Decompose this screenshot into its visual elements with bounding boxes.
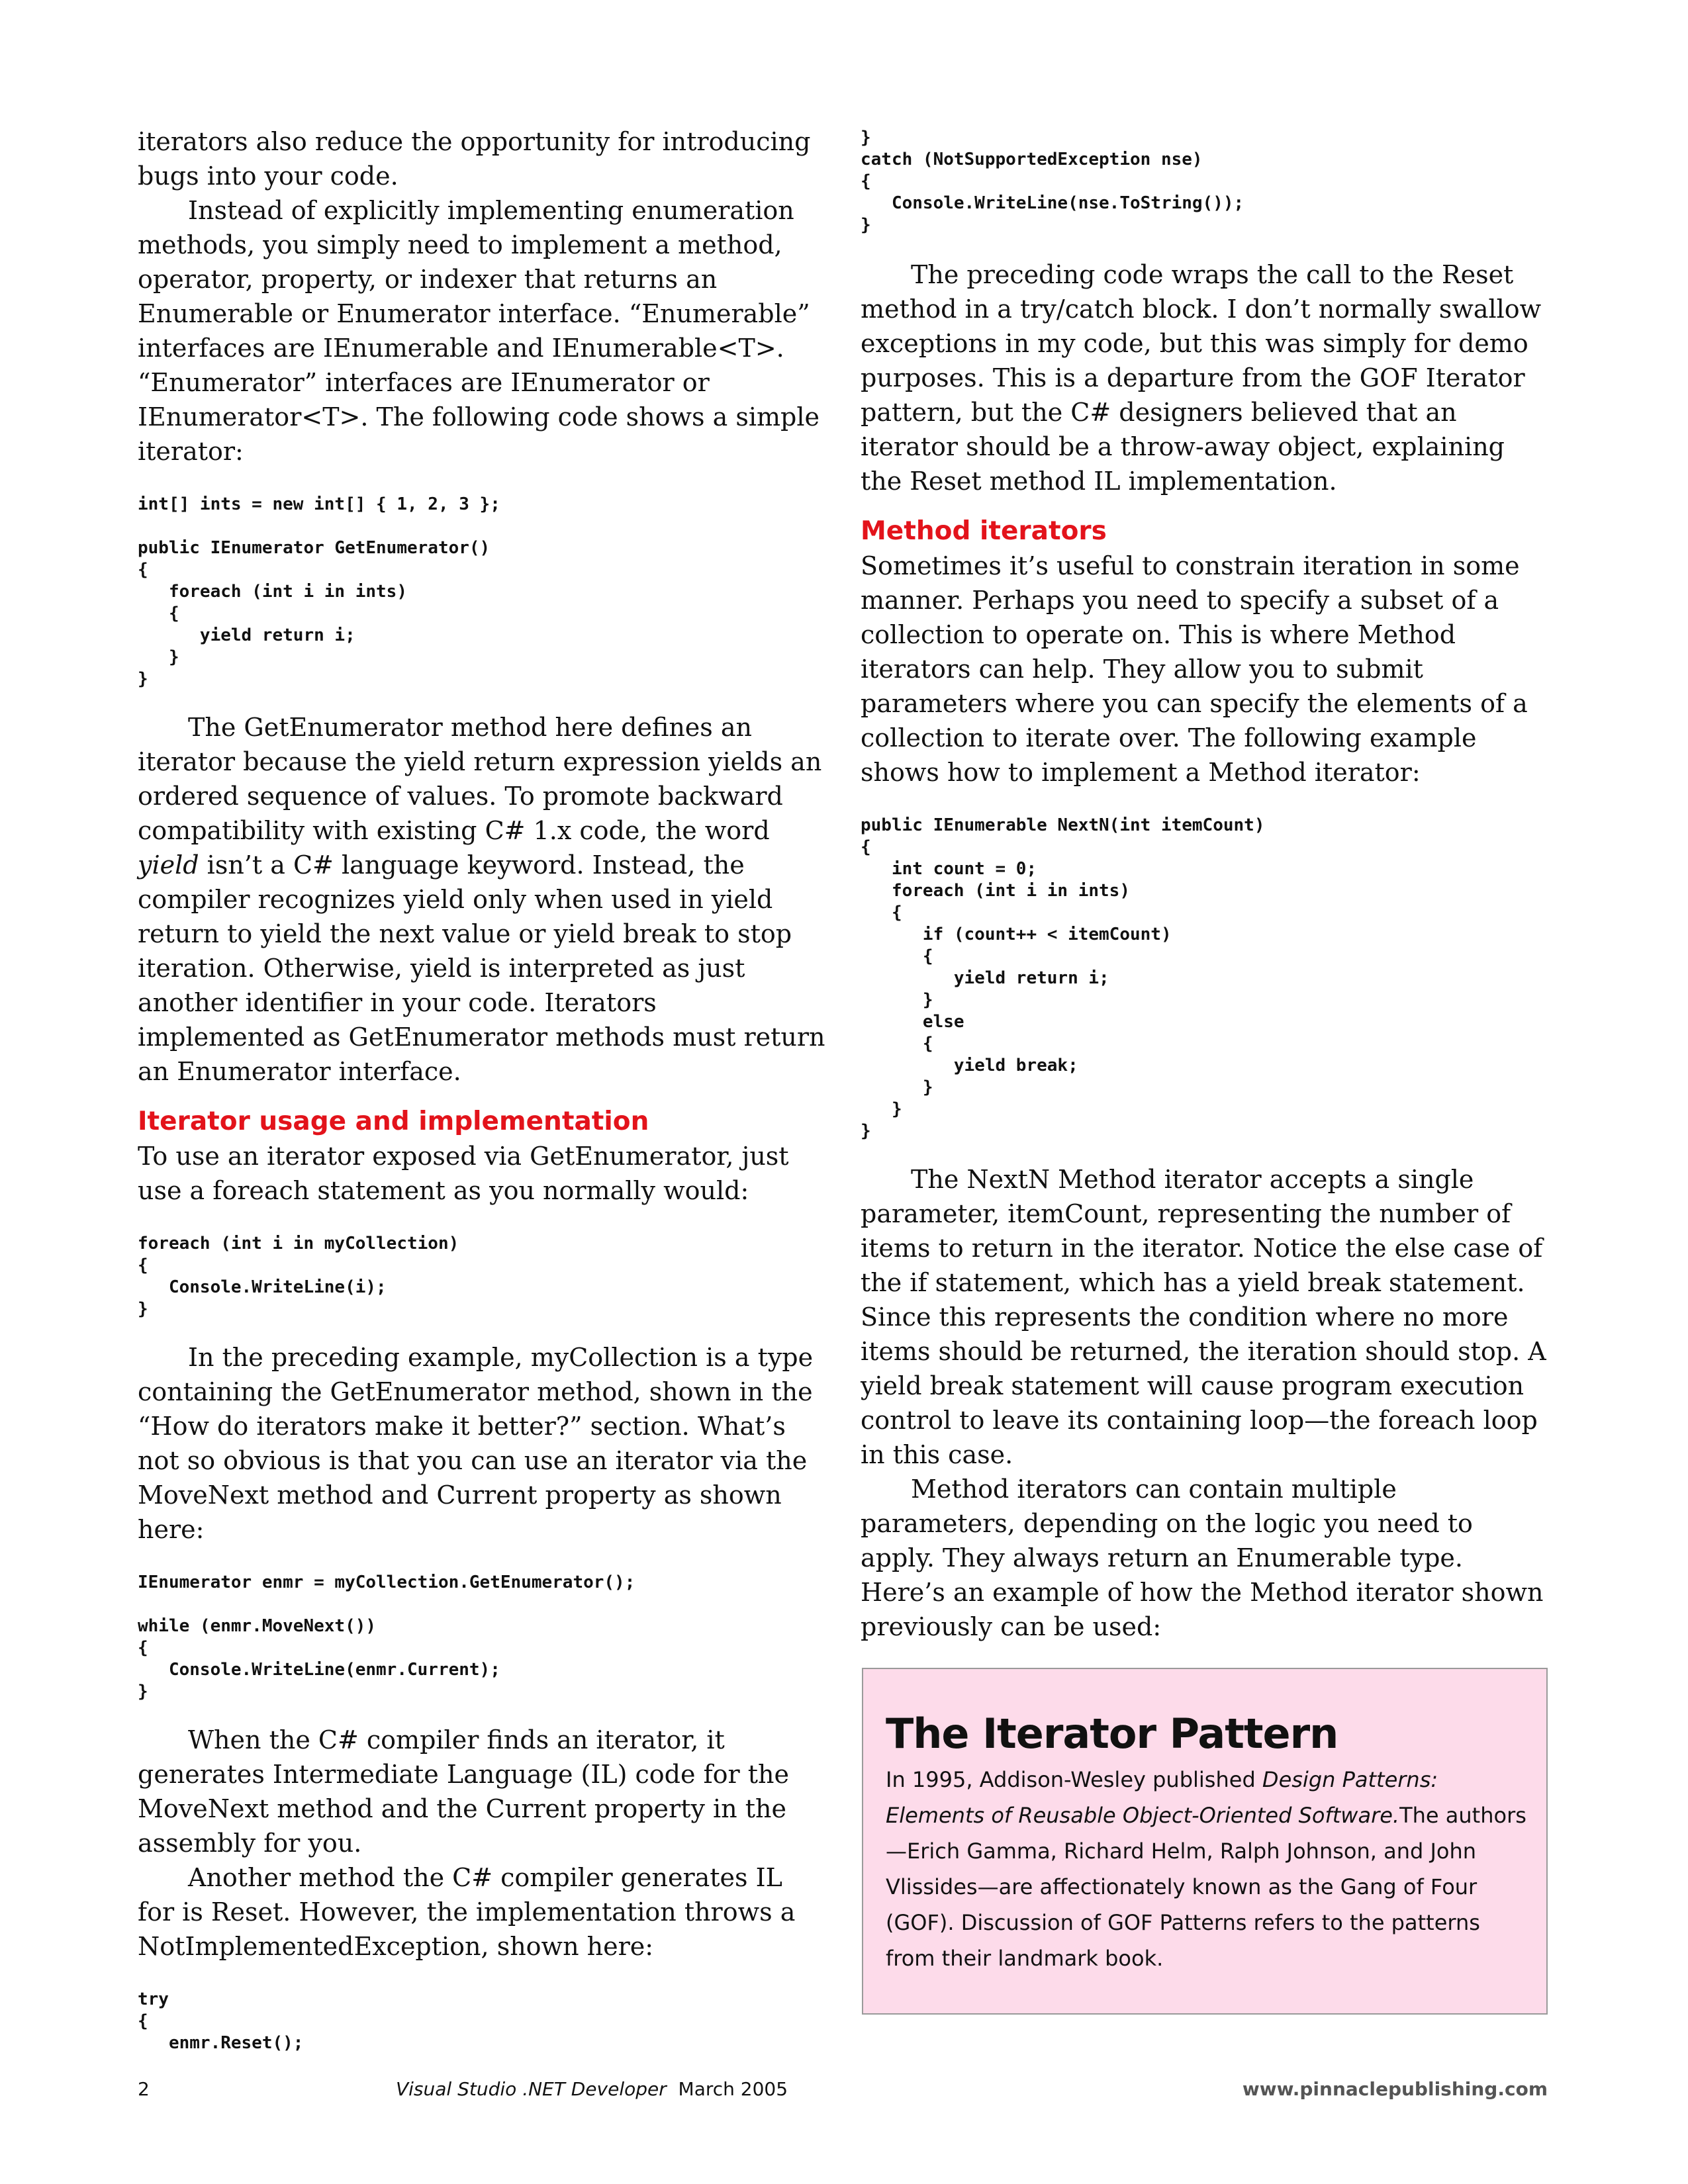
book-title: Design Patterns: Elements of Reusable Object-Oriented Software. (886, 1767, 1438, 1828)
paragraph: When the C# compiler finds an iterator, it generates Intermediate Language (IL) code for the MoveNext method and the Current property in the assembly for you. (138, 1725, 789, 1858)
code-block: IEnumerator enmr = myCollection.GetEnumerator(); while (enmr.MoveNext()) { Console.WriteLine(enmr.Current); } (138, 1572, 635, 1702)
paragraph: To use an iterator exposed via GetEnumerator, just use a foreach statement as you normally would: (138, 1142, 789, 1205)
paragraph: The preceding code wraps the call to the Reset method in a try/catch block. I don’t normally swallow exceptions in my code, but this was simply for demo purposes. This is a departure from the GOF Iterator pattern, but the C# designers believed that an iterator should be a throw-away object, explaining the Reset method IL implementation. (861, 260, 1542, 496)
issue-date: March 2005 (678, 2078, 788, 2100)
page-number: 2 (138, 2078, 150, 2100)
left-column (138, 124, 826, 2054)
text-run: The authors—Erich Gamma, Richard Helm, Ralph Johnson, and John Vlissides—are affectionately known as the Gang of Four (GOF). Discussion of GOF Patterns refers to the patterns from their landmark book. (886, 1803, 1526, 1971)
sidebar-title: The Iterator Pattern (886, 1709, 1338, 1758)
code-block: int[] ints = new int[] { 1, 2, 3 }; public IEnumerator GetEnumerator() { foreach (int i in ints) { yield return i; } } (138, 494, 500, 689)
paragraph (138, 710, 826, 1089)
publication-title: Visual Studio .NET Developer (396, 2078, 667, 2100)
paragraph: iterators also reduce the opportunity for introducing bugs into your code. (138, 127, 811, 191)
paragraph: Method iterators can contain multiple parameters, depending on the logic you need to apply. They always return an Enumerable type. Here’s an example of how the Method iterator shown previously can be used: (861, 1475, 1544, 1641)
text-run: isn’t a C# language keyword. Instead, the compiler recognizes yield only when used in yield return to yield the next value or yield break to stop iteration. Otherwise, yield is interpreted as just another identifier in your code. Iterators implemented as GetEnumerator methods must return an Enumerator interface. (138, 850, 825, 1086)
paragraph: Sometimes it’s useful to constrain iteration in some manner. Perhaps you need to specify a subset of a collection to operate on. This is where Method iterators can help. They allow you to submit parameters where you can specify the elements of a collection to iterate over. The following example shows how to implement a Method iterator: (861, 551, 1528, 787)
section-heading: Iterator usage and implementation (138, 1107, 649, 1136)
publication-info (396, 2078, 788, 2100)
sidebar-text (886, 1762, 1526, 1976)
paragraph: The NextN Method iterator accepts a single parameter, itemCount, representing the number of items to return in the iterator. Notice the else case of the if statement, which has a yield break statement. Since this represents the condition where no more items should be returned, the iteration should stop. A yield break statement will cause program execution control to leave its containing loop—the foreach loop in this case. (861, 1165, 1546, 1469)
code-block: } catch (NotSupportedException nse) { Console.WriteLine(nse.ToString()); } (861, 128, 1244, 235)
code-block: public IEnumerable NextN(int itemCount) { int count = 0; foreach (int i in ints) { if (count++ < itemCount) { yield return i; } else { yield break; } } } (861, 815, 1265, 1141)
paragraph: In the preceding example, myCollection is a type containing the GetEnumerator method, shown in the “How do iterators make it better?” section. What’s not so obvious is that you can use an iterator via the MoveNext method and Current property as shown here: (138, 1343, 814, 1544)
text-run: The GetEnumerator method here defines an iterator because the yield return expression yields an ordered sequence of values. To promote backward compatibility with existing C# 1.x code, the word (138, 713, 822, 845)
paragraph: Instead of explicitly implementing enumeration methods, you simply need to implement a method, operator, property, or indexer that returns an Enumerable or Enumerator interface. “Enumerable” interfaces are IEnumerable and IEnumerable<T>. “Enumerator” interfaces are IEnumerator or IEnumerator<T>. The following code shows a simple iterator: (138, 196, 820, 466)
code-block: foreach (int i in myCollection) { Console.WriteLine(i); } (138, 1234, 459, 1319)
text-run: In 1995, Addison-Wesley published (886, 1767, 1262, 1792)
code-block: try { enmr.Reset(); (138, 1989, 304, 2053)
right-column (861, 127, 1549, 1644)
paragraph: Another method the C# compiler generates IL for is Reset. However, the implementation throws a NotImplementedException, shown here: (138, 1863, 796, 1961)
website-link[interactable]: www.pinnaclepublishing.com (1242, 2078, 1548, 2100)
page-footer (138, 2078, 1548, 2105)
emphasis: yield (138, 850, 199, 880)
sidebar-box (862, 1668, 1548, 2015)
section-heading: Method iterators (861, 516, 1107, 546)
